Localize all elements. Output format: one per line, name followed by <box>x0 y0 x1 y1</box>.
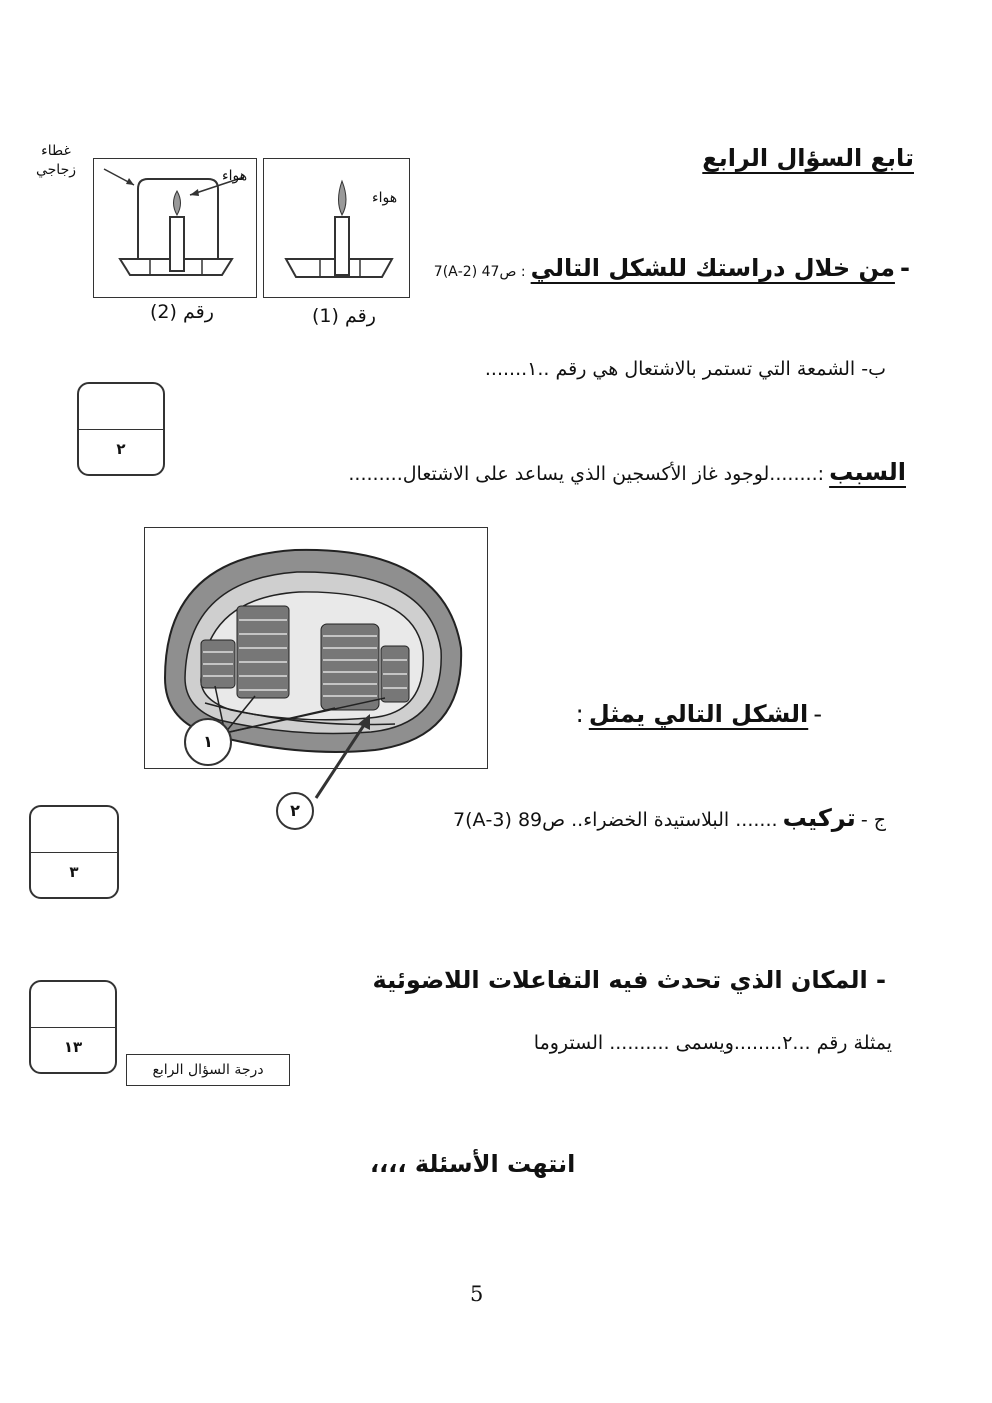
chloroplast-label-2: ٢ <box>276 792 314 830</box>
score-divider <box>79 429 163 430</box>
q2-score-box <box>29 805 119 899</box>
q1-score: ٢ <box>116 440 126 458</box>
panel2-air-label: هواء <box>222 168 248 184</box>
q2-score: ٣ <box>69 863 79 881</box>
q1-dash: - <box>900 254 910 282</box>
candle-panel-1 <box>263 158 410 298</box>
q3-score-box <box>29 980 117 1074</box>
panel2-caption: رقم (2) <box>150 301 214 323</box>
score-divider <box>31 1027 115 1028</box>
q2-dash: - <box>813 700 822 728</box>
score-divider <box>31 852 117 853</box>
section-heading: تابع السؤال الرابع <box>702 144 914 172</box>
panel1-caption: رقم (1) <box>312 305 376 327</box>
q1-reference: : ص47 (2-A)7 <box>433 264 526 280</box>
end-of-questions: انتهت الأسئلة ،،،، <box>370 1150 576 1178</box>
q3-prompt: - المكان الذي تحدث فيه التفاعلات اللاضوئية <box>372 966 886 994</box>
label-2-arrow <box>300 700 380 810</box>
q2-answer-label: تركيب <box>782 804 856 832</box>
q4-score-label: درجة السؤال الرابع <box>126 1054 290 1086</box>
candle-open-illustration <box>264 159 409 297</box>
q1-prompt-line <box>434 254 910 282</box>
q1-reason-line <box>348 458 906 486</box>
chloroplast-label-1: ١ <box>184 718 232 766</box>
q2-answer-line <box>453 804 886 832</box>
panel1-air-label: هواء <box>372 190 398 206</box>
q2-answer-text: ....... البلاستيدة الخضراء.. ص89 (3-A)7 <box>453 809 778 831</box>
panel2-cover-label: غطاء زجاجي <box>35 143 76 178</box>
page-number: 5 <box>470 1282 484 1306</box>
q2-answer-prefix: ج - <box>860 809 886 831</box>
q3-score: ١٣ <box>63 1038 83 1056</box>
q1-reason-label: السبب <box>829 458 906 486</box>
q1-prompt: من خلال دراستك للشكل التالي <box>530 254 895 282</box>
q3-answer: يمثلة رقم ...٢........ويسمى .......... الستروما <box>533 1032 892 1054</box>
q2-prompt: الشكل التالي يمثل <box>588 700 809 728</box>
q1-reason-answer: :........لوجود غاز الأكسجين الذي يساعد على الاشتعال......... <box>348 463 825 485</box>
q1-answer-b: ب- الشمعة التي تستمر بالاشتعال هي رقم ..١....... <box>484 358 886 380</box>
q2-colon: : <box>575 700 584 728</box>
q1-score-box <box>77 382 165 476</box>
q2-prompt-line <box>576 700 822 728</box>
